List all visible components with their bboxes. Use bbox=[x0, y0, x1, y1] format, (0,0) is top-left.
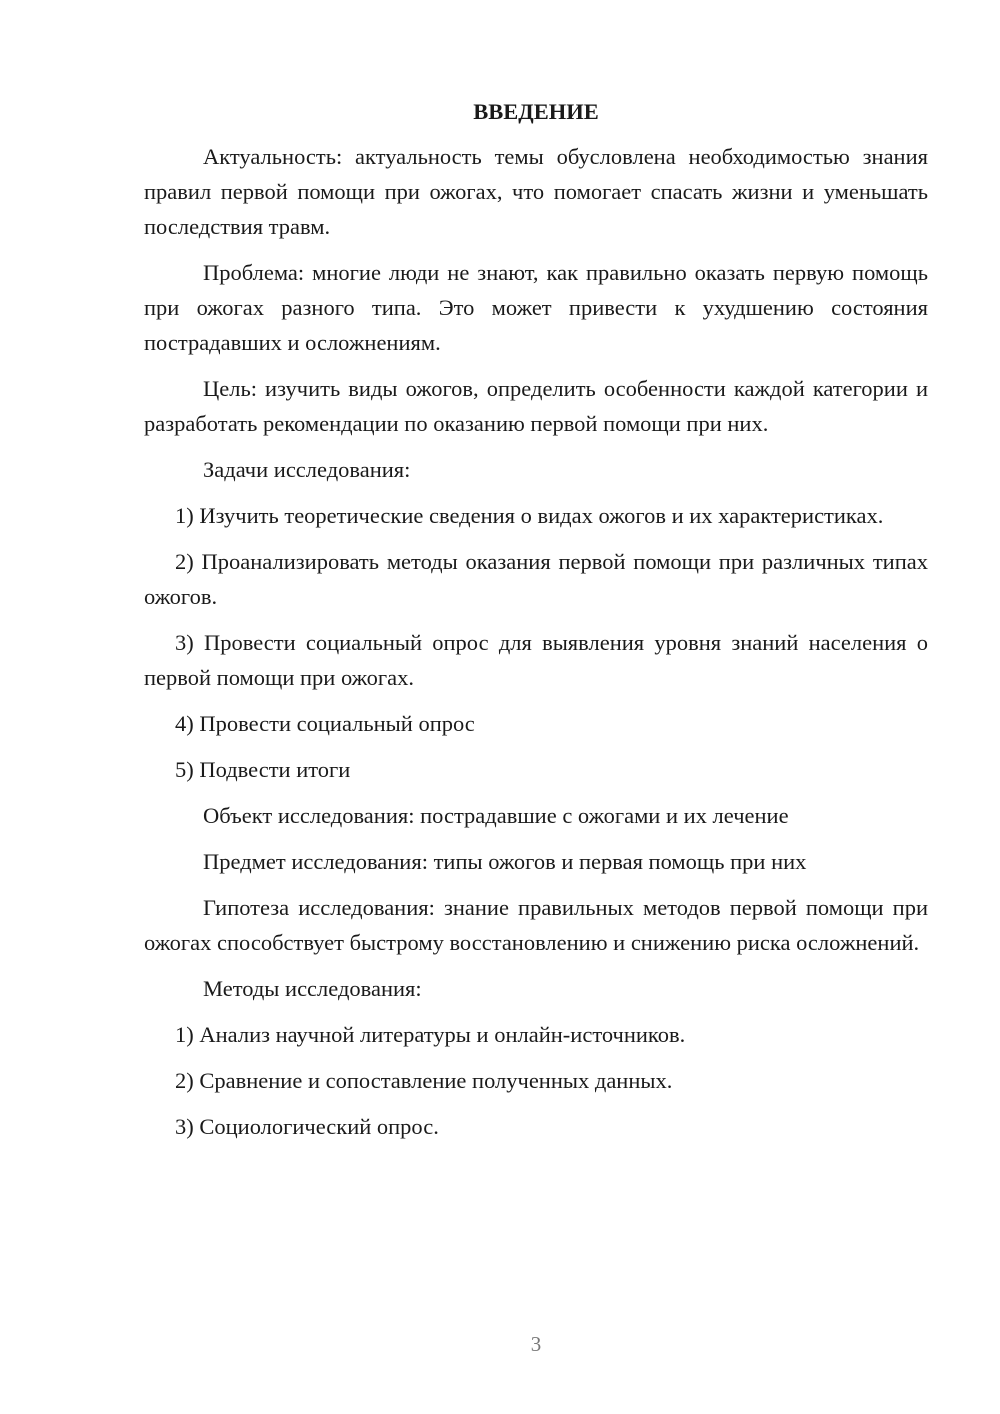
page-content bbox=[144, 94, 928, 1155]
task-item-2: 2) Проанализировать методы оказания первой помощи при различных типах ожогов. bbox=[144, 549, 928, 609]
research-hypothesis: Гипотеза исследования: знание правильных методов первой помощи при ожогах способствует быстрому восстановлению и снижению риска осложнений. bbox=[144, 895, 928, 955]
page-number: 3 bbox=[530, 1332, 542, 1356]
methods-heading: Методы исследования: bbox=[203, 976, 422, 1001]
paragraph-problem: Проблема: многие люди не знают, как правильно оказать первую помощь при ожогах разного типа. Это может привести к ухудшению состояния пострадавших и осложнениям. bbox=[144, 260, 928, 355]
paragraph-relevance: Актуальность: актуальность темы обусловлена необходимостью знания правил первой помощи при ожогах, что помогает спасать жизни и уменьшать последствия травм. bbox=[144, 144, 928, 239]
page-title: ВВЕДЕНИЕ bbox=[473, 99, 599, 124]
task-item-4: 4) Провести социальный опрос bbox=[175, 711, 475, 736]
research-object: Объект исследования: пострадавшие с ожогами и их лечение bbox=[203, 803, 789, 828]
tasks-heading: Задачи исследования: bbox=[203, 457, 411, 482]
paragraph-goal: Цель: изучить виды ожогов, определить особенности каждой категории и разработать рекомендации по оказанию первой помощи при них. bbox=[144, 376, 928, 436]
task-item-1: 1) Изучить теоретические сведения о видах ожогов и их характеристиках. bbox=[175, 503, 884, 528]
research-subject: Предмет исследования: типы ожогов и первая помощь при них bbox=[203, 849, 807, 874]
task-item-5: 5) Подвести итоги bbox=[175, 757, 351, 782]
method-item-2: 2) Сравнение и сопоставление полученных данных. bbox=[175, 1068, 673, 1093]
task-item-3: 3) Провести социальный опрос для выявления уровня знаний населения о первой помощи при ожогах. bbox=[144, 630, 928, 690]
method-item-1: 1) Анализ научной литературы и онлайн-источников. bbox=[175, 1022, 686, 1047]
method-item-3: 3) Социологический опрос. bbox=[175, 1114, 439, 1139]
